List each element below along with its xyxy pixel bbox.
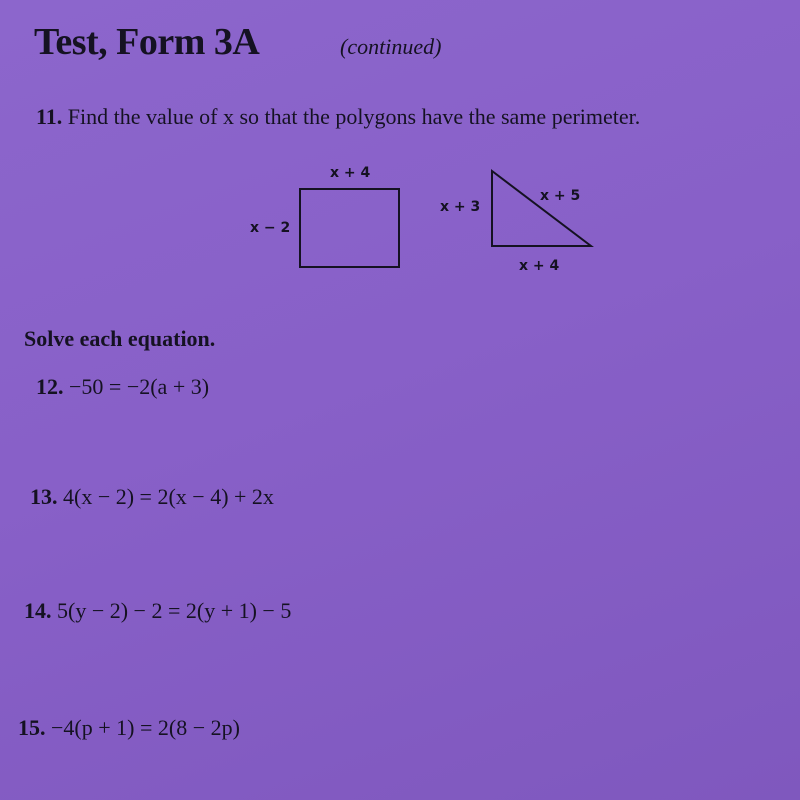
question-13 xyxy=(30,484,274,510)
section-heading: Solve each equation. xyxy=(24,326,216,351)
rectangle-shape xyxy=(300,189,399,267)
question-15 xyxy=(18,715,240,741)
right-triangle-shape xyxy=(492,171,591,246)
page-title: Test, Form 3A xyxy=(34,21,260,63)
question-number: 12. xyxy=(36,374,64,399)
equation-text: 4(x − 2) = 2(x − 4) + 2x xyxy=(63,484,274,509)
question-text: Find the value of x so that the polygons have the same perimeter. xyxy=(67,104,641,129)
question-12 xyxy=(36,374,209,400)
rectangle-side-label: x − 2 xyxy=(250,220,291,236)
question-number: 15. xyxy=(18,715,46,740)
equation-text: −50 = −2(a + 3) xyxy=(69,374,210,399)
page-subtitle: (continued) xyxy=(340,34,442,59)
equation-text: 5(y − 2) − 2 = 2(y + 1) − 5 xyxy=(57,598,292,623)
question-number: 13. xyxy=(30,484,58,509)
question-number: 14. xyxy=(24,598,52,623)
triangle-bottom-label: x + 4 xyxy=(519,258,560,274)
triangle-left-label: x + 3 xyxy=(440,199,481,215)
equation-text: −4(p + 1) = 2(8 − 2p) xyxy=(51,715,240,740)
triangle-hypotenuse-label: x + 5 xyxy=(540,188,581,204)
question-14 xyxy=(24,598,291,624)
rectangle-top-label: x + 4 xyxy=(330,165,371,181)
question-number: 11. xyxy=(36,104,63,129)
